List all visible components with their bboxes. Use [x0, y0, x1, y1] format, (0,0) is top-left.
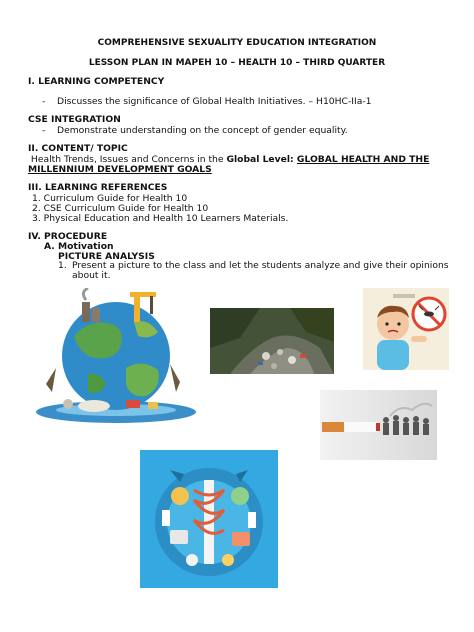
cse-integration-heading: CSE INTEGRATION — [28, 114, 121, 125]
content-topic-heading: II. CONTENT/ TOPIC — [28, 143, 128, 154]
reference-item: 3. Physical Education and Health 10 Learners Materials. — [32, 213, 289, 224]
learning-competency-heading: I. LEARNING COMPETENCY — [28, 76, 165, 87]
cse-integration-item: Demonstrate understanding on the concept of gender equality. — [57, 125, 348, 136]
reference-item: 1. Curriculum Guide for Health 10 — [32, 193, 188, 204]
step-number: 1. — [58, 260, 67, 271]
bullet-dash: - — [42, 96, 46, 107]
mosquito-bite-cartoon-icon — [363, 288, 449, 370]
reference-item: 2. CSE Curriculum Guide for Health 10 — [32, 203, 209, 214]
step-text-line2: about it. — [72, 270, 111, 281]
global-level-label: Global Level — [226, 154, 291, 165]
topic-title-line1: GLOBAL HEALTH AND THE — [296, 154, 430, 165]
motivation-subheading: A. Motivation — [44, 241, 114, 252]
procedure-heading: IV. PROCEDURE — [28, 231, 108, 242]
polluted-river-photo-icon — [210, 308, 334, 374]
bullet-dash: - — [42, 125, 46, 136]
burning-cigarette-people-icon — [320, 390, 437, 460]
polluted-globe-illustration-icon — [30, 288, 202, 424]
document-title: COMPREHENSIVE SEXUALITY EDUCATION INTEGRATION — [97, 38, 377, 48]
topic-title-line2: MILLENNIUM DEVELOPMENT GOALS — [28, 164, 212, 175]
learning-references-heading: III. LEARNING REFERENCES — [28, 182, 168, 193]
colon-separator: : — [290, 154, 297, 165]
content-topic-prefix: Health Trends, Issues and Concerns in the — [28, 154, 227, 165]
learning-competency-item: Discusses the significance of Global Health Initiatives. – H10HC-IIa-1 — [57, 96, 372, 107]
document-subtitle: LESSON PLAN IN MAPEH 10 – HEALTH 10 – THIRD QUARTER — [88, 58, 386, 68]
picture-analysis-label: PICTURE ANALYSIS — [58, 251, 155, 262]
health-science-illustration-icon — [140, 450, 278, 588]
step-text-line1: Present a picture to the class and let the students analyze and give their opinions — [72, 260, 449, 271]
